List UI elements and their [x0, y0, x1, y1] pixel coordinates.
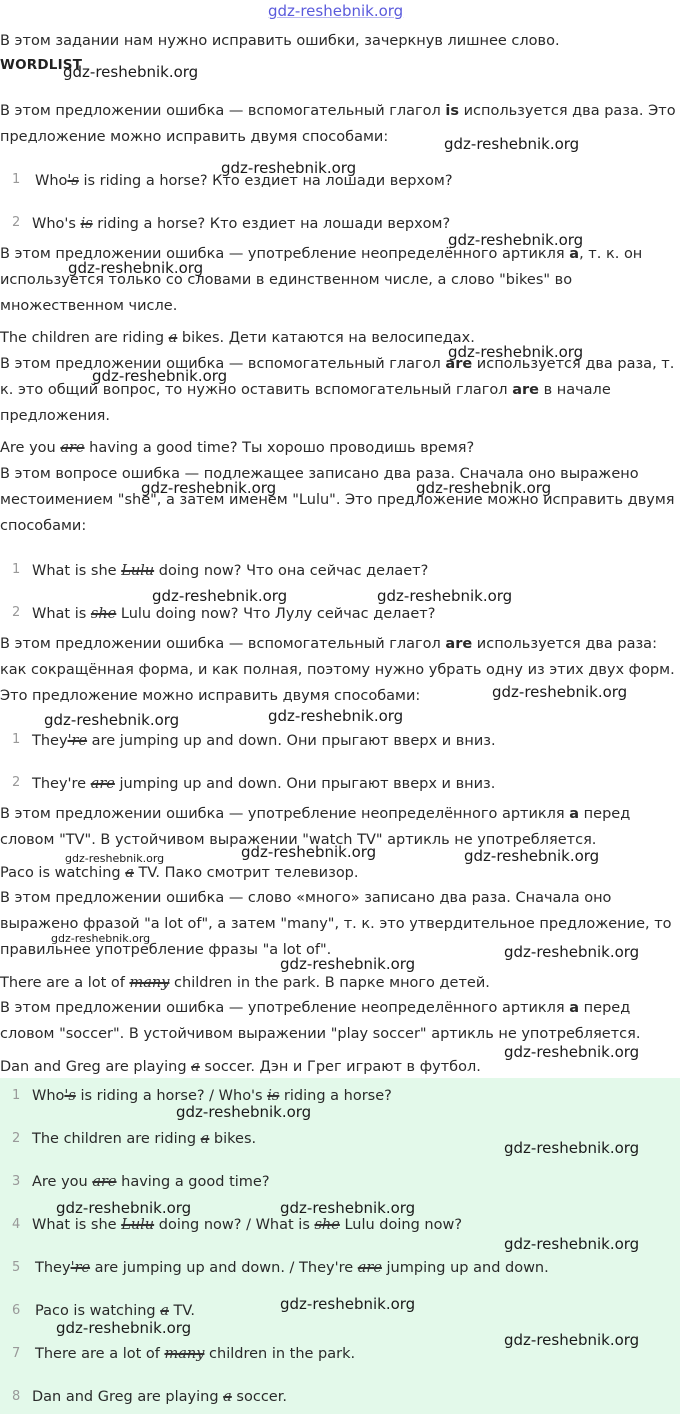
s4-opt1-number: 1 — [12, 562, 21, 577]
answer-number: 5 — [12, 1260, 21, 1275]
s1-opt2-sentence: Who's is riding a horse? Кто ездиет на лошади верхом? — [32, 216, 451, 232]
watermark: gdz-reshebnik.org — [65, 852, 165, 865]
answer-line-6: Paco is watching a TV. — [35, 1303, 196, 1319]
s5-explanation: В этом предложении ошибка — вспомогательный глагол are используется два раза: как сокращённая форма, и как полная, поэтому нужно убрать одну из этих двух форм. Это предложение можно исправить двумя способами: — [0, 636, 675, 704]
answer-number: 1 — [12, 1088, 21, 1103]
s3-example: Are you are having a good time? Ты хорошо проводишь время? — [0, 440, 475, 456]
watermark: gdz-reshebnik.org — [51, 932, 151, 945]
answer-number: 3 — [12, 1174, 21, 1189]
s4-explanation: В этом вопросе ошибка — подлежащее записано два раза. Сначала оно выражено местоимением "she", а затем именем "Lulu". Это предложение можно исправить двумя способами: — [0, 466, 675, 534]
watermark: gdz-reshebnik.org — [68, 259, 204, 277]
watermark: gdz-reshebnik.org — [141, 479, 277, 497]
watermark: gdz-reshebnik.org — [504, 1331, 640, 1349]
watermark: gdz-reshebnik.org — [268, 707, 404, 725]
s1-opt2-number: 2 — [12, 215, 21, 230]
watermark: gdz-reshebnik.org — [56, 1319, 192, 1337]
s4-opt1-sentence: What is she Lulu doing now? Что она сейчас делает? — [32, 563, 429, 579]
s7-explanation: В этом предложении ошибка — слово «много» записано два раза. Сначала оно выражено фразой "a lot of", а затем "many", т. к. это утвердительное предложение, то правильнее употребление фразы "a lot of". — [0, 890, 672, 958]
watermark: gdz-reshebnik.org — [44, 711, 180, 729]
watermark: gdz-reshebnik.org — [464, 847, 600, 865]
watermark-top[interactable]: gdz-reshebnik.org — [268, 2, 404, 20]
watermark: gdz-reshebnik.org — [504, 1235, 640, 1253]
s5-opt1-number: 1 — [12, 732, 21, 747]
watermark: gdz-reshebnik.org — [221, 159, 357, 177]
watermark: gdz-reshebnik.org — [280, 1199, 416, 1217]
s4-opt2-sentence: What is she Lulu doing now? Что Лулу сейчас делает? — [32, 606, 436, 622]
s5-opt1-sentence: They're are jumping up and down. Они прыгают вверх и вниз. — [32, 733, 496, 749]
answer-number: 4 — [12, 1217, 21, 1232]
answer-line-7: There are a lot of many children in the park. — [35, 1346, 356, 1362]
watermark: gdz-reshebnik.org — [504, 1043, 640, 1061]
watermark: gdz-reshebnik.org — [152, 587, 288, 605]
s2-example: The children are riding a bikes. Дети катаются на велосипедах. — [0, 330, 475, 346]
watermark: gdz-reshebnik.org — [492, 683, 628, 701]
watermark: gdz-reshebnik.org — [416, 479, 552, 497]
s2-explanation: В этом предложении ошибка — употребление неопределённого артикля a, т. к. он используется только со словами в единственном числе, а слово "bikes" во множественном числе. — [0, 246, 643, 314]
watermark: gdz-reshebnik.org — [241, 843, 377, 861]
answer-line-4: What is she Lulu doing now? / What is she Lulu doing now? — [32, 1217, 463, 1233]
s8-explanation: В этом предложении ошибка — употребление неопределённого артикля a перед словом "soccer". В устойчивом выражении "play soccer" артикль не употребляется. — [0, 1000, 641, 1042]
answer-line-3: Are you are having a good time? — [32, 1174, 270, 1190]
watermark: gdz-reshebnik.org — [377, 587, 513, 605]
s6-explanation: В этом предложении ошибка — употребление неопределённого артикля a перед словом "TV". В устойчивом выражении "watch TV" артикль не употребляется. — [0, 806, 631, 848]
s3-explanation: В этом предложении ошибка — вспомогательный глагол are используется два раза, т. к. это общий вопрос, то нужно оставить вспомогательный глагол are в начале предложения. — [0, 356, 675, 424]
answer-line-1: Who's is riding a horse? / Who's is riding a horse? — [32, 1088, 392, 1104]
watermark: gdz-reshebnik.org — [504, 943, 640, 961]
watermark: gdz-reshebnik.org — [63, 63, 199, 81]
s1-opt1-number: 1 — [12, 172, 21, 187]
answer-number: 7 — [12, 1346, 21, 1361]
watermark: gdz-reshebnik.org — [444, 135, 580, 153]
s4-opt2-number: 2 — [12, 605, 21, 620]
answer-line-5: They're are jumping up and down. / They're are jumping up and down. — [35, 1260, 549, 1276]
watermark: gdz-reshebnik.org — [504, 1139, 640, 1157]
watermark: gdz-reshebnik.org — [280, 1295, 416, 1313]
s1-opt1-sentence: Who's is riding a horse? Кто ездиет на лошади верхом? — [35, 173, 453, 189]
watermark: gdz-reshebnik.org — [176, 1103, 312, 1121]
answer-number: 2 — [12, 1131, 21, 1146]
answer-number: 8 — [12, 1389, 21, 1404]
watermark: gdz-reshebnik.org — [448, 231, 584, 249]
answer-number: 6 — [12, 1303, 21, 1318]
s1-explanation: В этом предложении ошибка — вспомогательный глагол is используется два раза. Это предложение можно исправить двумя способами: — [0, 103, 676, 145]
answer-line-8: Dan and Greg are playing a soccer. — [32, 1389, 287, 1405]
intro-text: В этом задании нам нужно исправить ошибки, зачеркнув лишнее слово. — [0, 33, 560, 49]
answer-line-2: The children are riding a bikes. — [32, 1131, 257, 1147]
s8-example: Dan and Greg are playing a soccer. Дэн и Грег играют в футбол. — [0, 1059, 481, 1075]
watermark: gdz-reshebnik.org — [448, 343, 584, 361]
wordlist-heading: WORDLIST — [0, 57, 83, 73]
s5-opt2-number: 2 — [12, 775, 21, 790]
watermark: gdz-reshebnik.org — [56, 1199, 192, 1217]
s5-opt2-sentence: They're are jumping up and down. Они прыгают вверх и вниз. — [32, 776, 496, 792]
watermark: gdz-reshebnik.org — [280, 955, 416, 973]
s6-example: Paco is watching a TV. Пако смотрит телевизор. — [0, 865, 359, 881]
watermark: gdz-reshebnik.org — [92, 367, 228, 385]
s7-example: There are a lot of many children in the park. В парке много детей. — [0, 975, 490, 991]
